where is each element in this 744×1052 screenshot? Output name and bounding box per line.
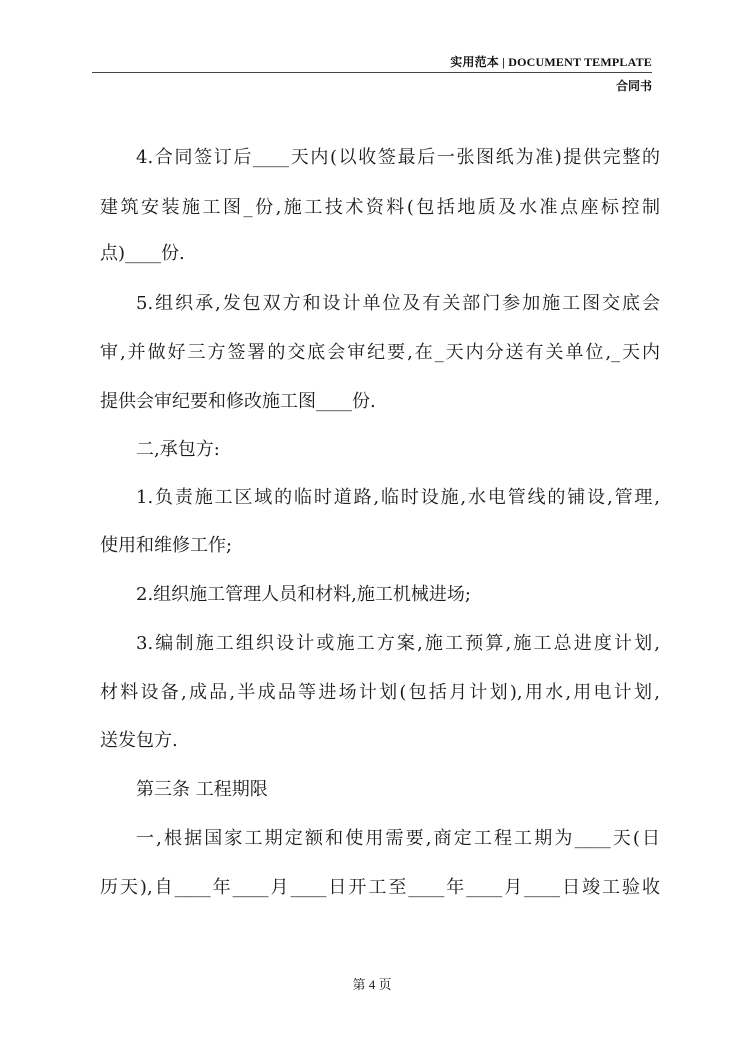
paragraph-line: 材料设备,成品,半成品等进场计划(包括月计划),用水,用电计划, [100,682,660,703]
section-heading: 二,承包方: [136,439,220,460]
paragraph-line: 提供会审纪要和修改施工图____份. [100,391,376,412]
paragraph-line: 2.组织施工管理人员和材料,施工机械进场; [136,584,471,605]
paragraph-line: 5.组织承,发包双方和设计单位及有关部门参加施工图交底会 [136,293,660,314]
paragraph-line: 历天),自____年____月____日开工至____年____月____日竣工验收 [100,877,660,898]
paragraph-line: 一,根据国家工期定额和使用需要,商定工程工期为____天(日 [136,828,660,849]
paragraph-line: 3.编制施工组织设计或施工方案,施工预算,施工总进度计划, [136,633,660,654]
header-divider [92,72,652,73]
page-number: 第 4 页 [352,977,392,992]
paragraph-line: 使用和维修工作; [100,535,233,556]
paragraph-line: 4.合同签订后____天内(以收签最后一张图纸为准)提供完整的 [136,147,660,168]
header-brand: 实用范本 | DOCUMENT TEMPLATE [450,55,652,69]
header-subtitle: 合同书 [615,79,652,93]
paragraph-line: 点)____份. [100,243,185,264]
paragraph-line: 送发包方. [100,730,178,751]
paragraph-line: 1.负责施工区域的临时道路,临时设施,水电管线的铺设,管理, [136,487,660,508]
paragraph-line: 审,并做好三方签署的交底会审纪要,在_天内分送有关单位,_天内 [100,342,660,363]
paragraph-line: 建筑安装施工图_份,施工技术资料(包括地质及水准点座标控制 [100,197,660,218]
article-heading: 第三条 工程期限 [136,779,268,800]
